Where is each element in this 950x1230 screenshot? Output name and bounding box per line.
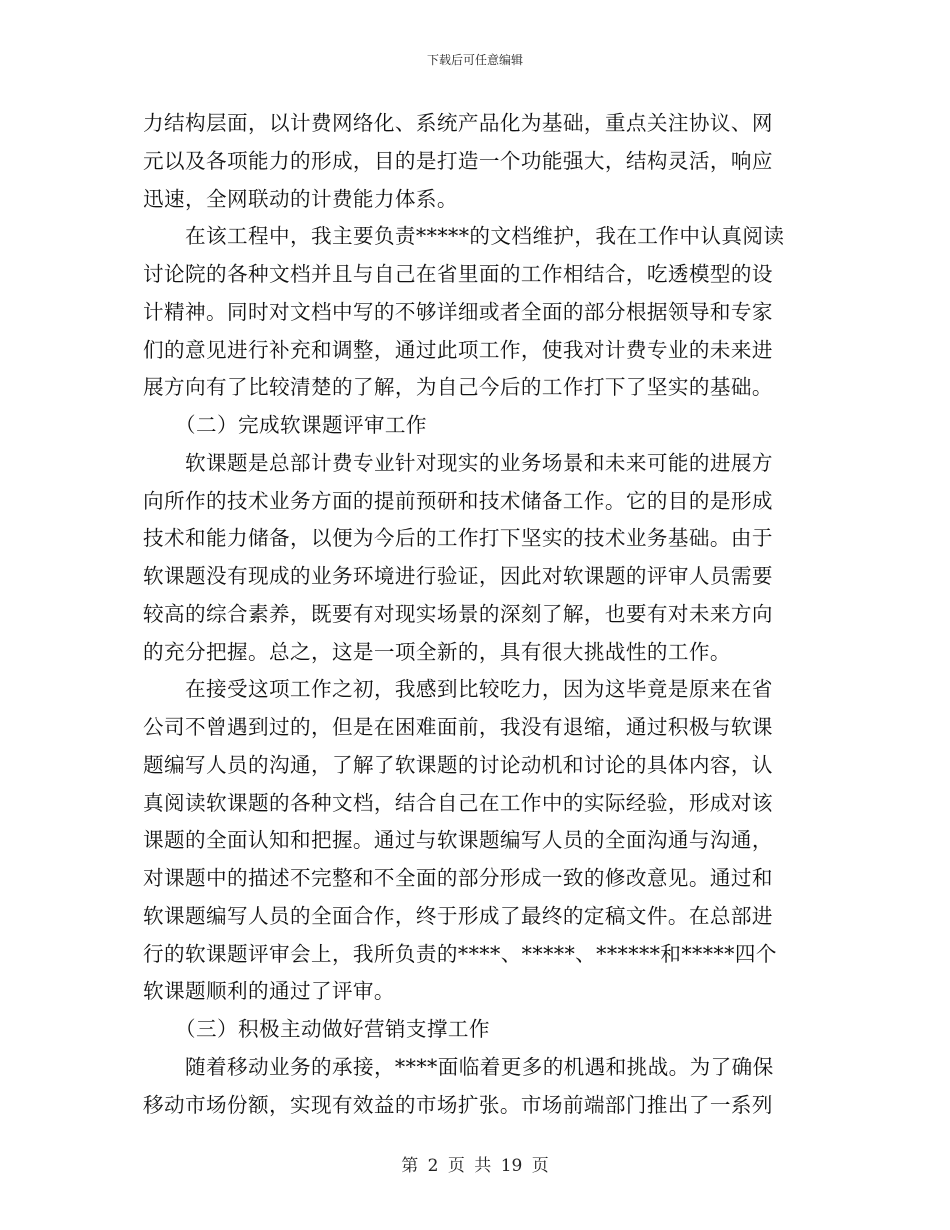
text-line: 软课题顺利的通过了评审。 xyxy=(143,979,395,1004)
text-line: 元以及各项能力的形成，目的是打造一个功能强大，结构灵活，响应 xyxy=(143,148,773,173)
text-line: 对课题中的描述不完整和不全面的部分形成一致的修改意见。通过和 xyxy=(143,866,773,890)
text-line: 的充分把握。总之，这是一项全新的，具有很大挑战性的工作。 xyxy=(143,639,731,664)
text-line: 题编写人员的沟通，了解了软课题的讨论动机和讨论的具体内容，认 xyxy=(143,752,773,777)
text-line: 技术和能力储备，以便为今后的工作打下坚实的技术业务基础。由于 xyxy=(143,526,773,551)
page-number-footer: 第 2 页 共 19 页 xyxy=(401,1156,549,1176)
paragraph-first-line: 软课题是总部计费专业针对现实的业务场景和未来可能的进展方 xyxy=(185,450,773,475)
text-line: 迅速，全网联动的计费能力体系。 xyxy=(143,186,458,211)
document-body xyxy=(143,105,807,1124)
paragraph-first-line: 随着移动业务的承接，****面临着更多的机遇和挑战。为了确保 xyxy=(185,1054,774,1079)
section-heading: （三）积极主动做好营销支撑工作 xyxy=(175,1017,490,1041)
text-line: 计精神。同时对文档中写的不够详细或者全面的部分根据领导和专家 xyxy=(143,299,773,324)
section-heading: （二）完成软课题评审工作 xyxy=(175,413,427,437)
text-line: 向所作的技术业务方面的提前预研和技术储备工作。它的目的是形成 xyxy=(143,488,773,513)
text-line: 公司不曾遇到过的，但是在困难面前，我没有退缩，通过积极与软课 xyxy=(143,715,773,739)
text-line: 软课题编写人员的全面合作，终于形成了最终的定稿文件。在总部进 xyxy=(143,903,773,928)
text-line: 们的意见进行补充和调整，通过此项工作，使我对计费专业的未来进 xyxy=(143,337,773,362)
text-line: 力结构层面，以计费网络化、系统产品化为基础，重点关注协议、网 xyxy=(143,111,773,135)
text-line: 行的软课题评审会上，我所负责的****、*****、******和*****四个 xyxy=(143,941,777,966)
page-header: 下载后可任意编辑 xyxy=(426,53,523,67)
text-line: 课题的全面认知和把握。通过与软课题编写人员的全面沟通与沟通， xyxy=(143,828,773,853)
text-line: 展方向有了比较清楚的了解，为自己今后的工作打下了坚实的基础。 xyxy=(143,375,773,400)
text-line: 讨论院的各种文档并且与自己在省里面的工作相结合，吃透模型的设 xyxy=(143,262,773,286)
text-line: 移动市场份额，实现有效益的市场扩张。市场前端部门推出了一系列 xyxy=(143,1092,773,1117)
text-line: 真阅读软课题的各种文档，结合自己在工作中的实际经验，形成对该 xyxy=(143,790,773,815)
text-line: 较高的综合素养，既要有对现实场景的深刻了解，也要有对未来方向 xyxy=(143,601,773,626)
text-line: 软课题没有现成的业务环境进行验证，因此对软课题的评审人员需要 xyxy=(143,564,773,588)
paragraph-first-line: 在该工程中，我主要负责*****的文档维护，我在工作中认真阅读 xyxy=(185,224,785,249)
paragraph-first-line: 在接受这项工作之初，我感到比较吃力，因为这毕竟是原来在省 xyxy=(185,677,773,702)
